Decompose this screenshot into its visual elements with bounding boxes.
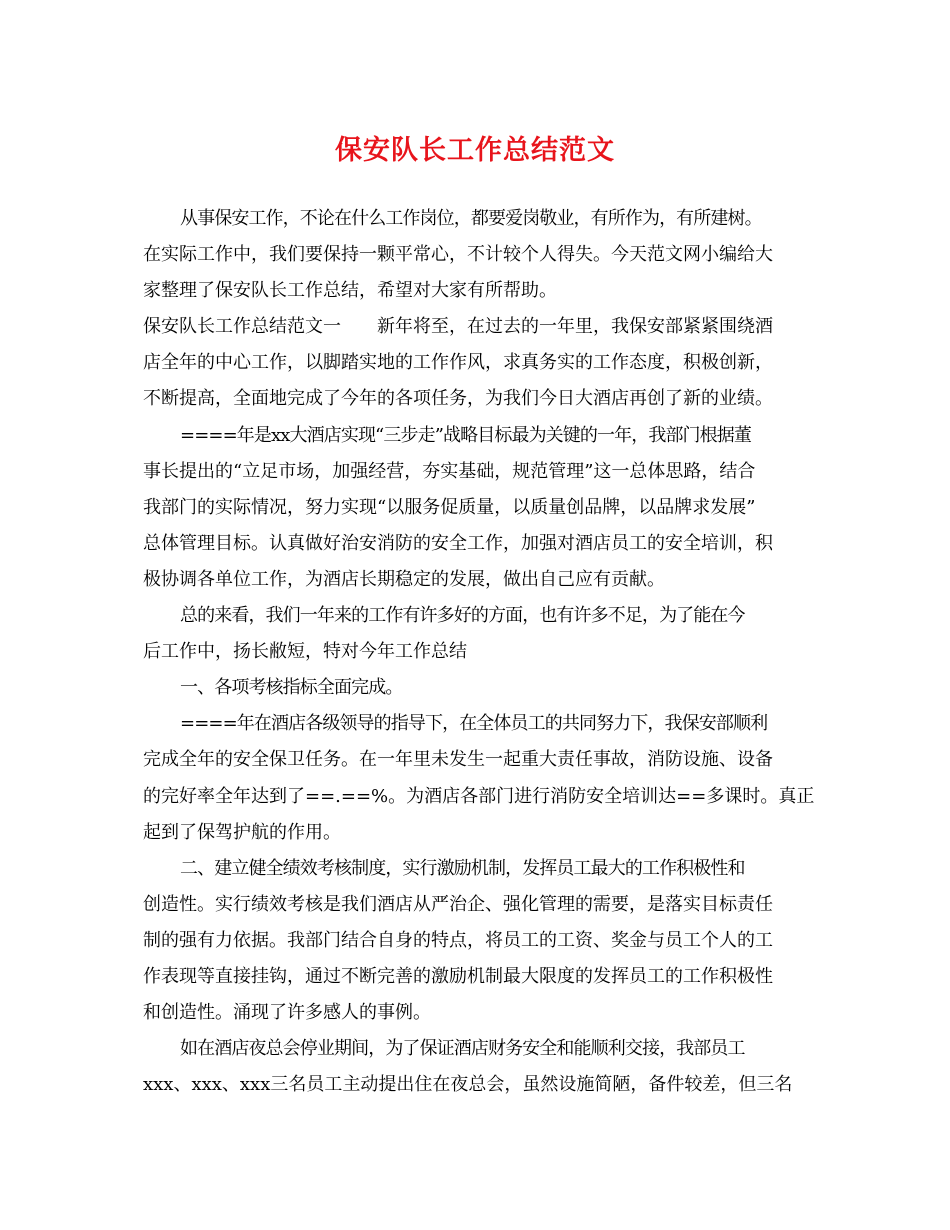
text-line: 总体管理目标。认真做好治安消防的安全工作，加强对酒店员工的安全培训，积 [143, 532, 773, 554]
document-body [143, 201, 815, 1103]
text-line: 完成全年的安全保卫任务。在一年里未发生一起重大责任事故，消防设施、设备 [143, 749, 773, 771]
text-line: 创造性。实行绩效考核是我们酒店从严治企、强化管理的需要，是落实目标责任 [143, 893, 773, 915]
text-line: 店全年的中心工作，以脚踏实地的工作作风，求真务实的工作态度，积极创新， [143, 352, 773, 374]
text-line: 一、各项考核指标全面完成。 [180, 677, 403, 699]
text-line: 我部门的实际情况，努力实现“以服务促质量，以质量创品牌，以品牌求发展” [143, 496, 756, 518]
text-line: 制的强有力依据。我部门结合自身的特点，将员工的工资、奖金与员工个人的工 [143, 929, 773, 951]
text-line: xxx、xxx、xxx三名员工主动提出住在夜总会，虽然设施简陋，备件较差，但三名 [143, 1074, 793, 1096]
text-line: 作表现等直接挂钩，通过不断完善的激励机制最大限度的发挥员工的工作积极性 [143, 965, 773, 987]
text-line: 极协调各单位工作，为酒店长期稳定的发展，做出自己应有贡献。 [143, 568, 665, 590]
text-line: 从事保安工作，不论在什么工作岗位，都要爱岗敬业，有所作为，有所建树。 [180, 208, 762, 229]
text-line: 总的来看，我们一年来的工作有许多好的方面，也有许多不足，为了能在今 [180, 605, 745, 627]
text-line: 的完好率全年达到了==.==%。为酒店各部门进行消防安全培训达==多课时。真正 [143, 785, 815, 807]
text-line: 起到了保驾护航的作用。 [143, 821, 341, 843]
text-line: 家整理了保安队长工作总结，希望对大家有所帮助。 [143, 280, 557, 302]
text-line: 和创造性。涌现了许多感人的事例。 [143, 1002, 431, 1024]
text-line: 保安队长工作总结范文一 新年将至，在过去的一年里，我保安部紧紧围绕酒 [143, 316, 773, 338]
text-line: 二、建立健全绩效考核制度，实行激励机制，发挥员工最大的工作积极性和 [180, 857, 745, 879]
text-line: 后工作中，扬长敝短，特对今年工作总结 [143, 641, 467, 663]
text-line: 不断提高，全面地完成了今年的各项任务，为我们今日大酒店再创了新的业绩。 [143, 388, 773, 410]
document-title: 保安队长工作总结范文 [335, 135, 615, 166]
text-line: 如在酒店夜总会停业期间，为了保证酒店财务安全和能顺利交接，我部员工 [180, 1038, 745, 1060]
text-line: 在实际工作中，我们要保持一颗平常心，不计较个人得失。今天范文网小编给大 [143, 244, 773, 266]
text-line: 事长提出的“立足市场，加强经营，夯实基础，规范管理”这一总体思路，结合 [143, 460, 756, 482]
text-line: ====年是xx大酒店实现“三步走”战略目标最为关键的一年，我部门根据董 [180, 424, 751, 446]
text-line: ====年在酒店各级领导的指导下，在全体员工的共同努力下，我保安部顺利 [180, 713, 768, 735]
